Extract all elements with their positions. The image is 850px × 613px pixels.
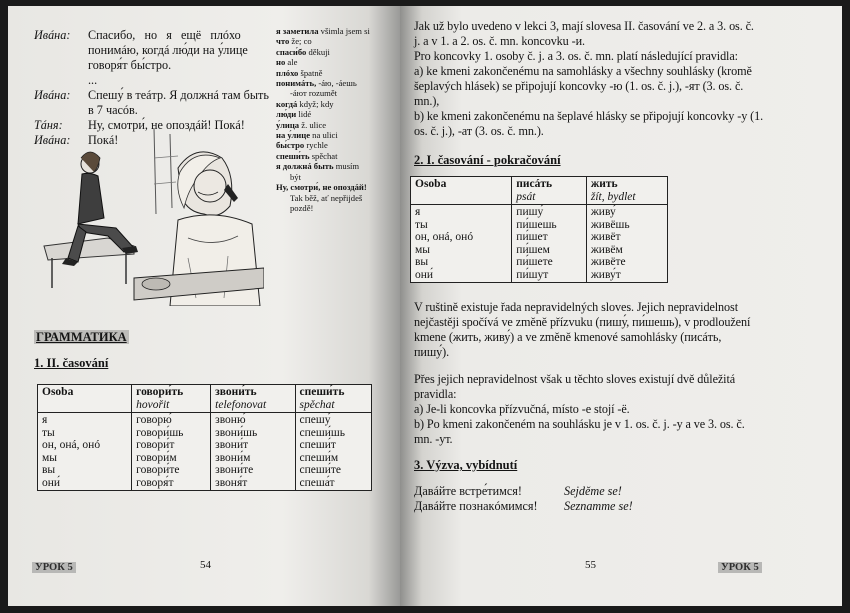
glossary-term: что	[276, 36, 290, 47]
glossary-entry	[276, 47, 400, 57]
lesson-tag: УРОК 5	[32, 562, 76, 573]
conjugated-form: пишу́	[516, 206, 544, 218]
glossary-term: я должнá быть	[276, 161, 334, 172]
section-title: ГРАММАТИКА	[36, 330, 127, 344]
glossary-term: я заметила	[276, 26, 319, 36]
paragraph-line: kmene (жить, живу́) a ve změně kmenové samohlásky (писáть,	[414, 330, 722, 344]
glossary-term: но	[276, 57, 286, 68]
glossary-entry	[276, 182, 400, 192]
speaker-label	[34, 43, 88, 58]
glossary-term: у́лица	[276, 119, 300, 130]
intro-paragraph	[414, 19, 764, 139]
table-body-row	[38, 413, 372, 491]
paragraph-line: V ruštině existuje řada nepravidelných sloves. Jejich nepravidelnost	[414, 300, 738, 314]
conjugated-form: спеши́т	[299, 439, 336, 451]
irregular-verbs-paragraph	[414, 300, 764, 360]
conjugated-form: звони́шь	[215, 426, 258, 439]
glossary-entry	[276, 203, 400, 213]
table-header-cell	[586, 177, 667, 205]
dialogue-text: в 7 часóв.	[88, 103, 138, 117]
conjugated-form: живёт	[590, 231, 621, 243]
glossary-entry	[276, 88, 400, 98]
phrase-russian: Давáйте встре́тимся!	[414, 484, 522, 498]
speaker-label: Ивáна:	[34, 133, 71, 147]
glossary-definition: pozdě!	[290, 202, 314, 213]
glossary-definition: Tak běž, ať nepřijdeš	[290, 192, 363, 203]
intro-line: mn.),	[414, 94, 440, 108]
conjugated-form: пи́шут	[516, 268, 549, 281]
dialogue-line	[34, 73, 262, 88]
table-header-cell	[38, 385, 132, 413]
table-header-cell	[411, 177, 512, 205]
glossary-entry	[276, 193, 400, 203]
table-header-cell	[512, 177, 587, 205]
lesson-tag: УРОК 5	[718, 562, 762, 573]
paragraph-line: nejčastěji spočívá ve změně přízvuku (пишу́, пи́шешь), v prodloužení	[414, 315, 751, 329]
dialogue-line	[34, 28, 262, 43]
glossary-entry	[276, 26, 400, 36]
dialogue-text: Покá!	[88, 133, 119, 147]
person-cell: ты	[42, 426, 55, 439]
glossary-definition: všimla jsem si	[318, 26, 370, 36]
glossary-term: понимáть,	[276, 78, 317, 89]
rule-line: mn. -ут.	[414, 432, 453, 446]
table-header-row	[38, 385, 372, 413]
dialogue-text: понимáю, когдá лю́ди на у́лице	[88, 43, 248, 57]
conjugated-form: спеши́м	[299, 451, 339, 464]
footer-lesson-tag	[32, 557, 76, 575]
conjugated-form: звони́т	[215, 439, 249, 451]
glossary-definition: rychle	[304, 140, 328, 151]
glossary-entry	[276, 140, 400, 150]
conjugated-form: звоню́	[215, 414, 246, 426]
header-verb: звони́ть	[215, 386, 257, 398]
person-cell: вы	[42, 464, 56, 476]
footer-lesson-tag-right	[718, 557, 762, 575]
glossary-term: плóхо	[276, 67, 299, 78]
glossary-entry	[276, 36, 400, 46]
conjugated-form: говоря́т	[136, 476, 174, 489]
conjugated-form: спеши́те	[299, 464, 342, 476]
subsection-title: 1. II. časování	[34, 356, 109, 370]
person-cell: мы	[42, 451, 58, 464]
person-cell: я	[42, 414, 48, 426]
person-cell: он, онá, онó	[42, 439, 101, 451]
phrases-list	[414, 484, 744, 514]
glossary-entry	[276, 57, 400, 67]
person-cell: они́	[42, 476, 61, 489]
table-header-cell	[211, 385, 295, 413]
table-header-cell	[132, 385, 211, 413]
header-verb: писáть	[516, 178, 553, 190]
conjugated-form: пи́шем	[516, 243, 550, 256]
conjugated-form: говорю́	[136, 414, 172, 426]
glossary-definition: že; co	[289, 36, 312, 47]
glossary-entry	[276, 172, 400, 182]
subsection-title-2: 2. I. časování - pokračování	[414, 153, 561, 167]
rule-line: pravidla:	[414, 387, 457, 401]
conjugated-form: живём	[590, 243, 623, 256]
person-column	[411, 205, 512, 283]
table-header-row	[411, 177, 668, 205]
glossary-definition: děkuji	[306, 46, 330, 57]
speaker-label	[34, 103, 88, 118]
conjugation-table-i	[410, 176, 668, 283]
conjugated-form: пи́шешь	[516, 218, 557, 231]
conjugated-form: спешу́	[299, 414, 331, 426]
page-number-left: 54	[200, 559, 211, 571]
subsection-title-3: 3. Výzva, vybídnutí	[414, 458, 518, 472]
rule-line: a) Je-li koncovka přízvučná, místo -е stojí -ё.	[414, 402, 630, 416]
person-column	[38, 413, 132, 491]
dialogue-line	[34, 43, 262, 58]
intro-line: šeplavých hlásek) se připojují koncovky -ю (1. os. č. j.), -ят (3. os. č.	[414, 79, 744, 93]
conjugated-form: говори́шь	[136, 426, 184, 439]
conjugation-column	[586, 205, 667, 283]
glossary-entry	[276, 161, 400, 171]
header-translation: hovořit	[136, 398, 170, 411]
conjugated-form: живёшь	[590, 218, 630, 231]
intro-line: Jak už bylo uvedeno v lekci 3, mají slovesa II. časování ve 2. a 3. os. č.	[414, 19, 754, 33]
header-verb: жить	[590, 178, 618, 190]
phrase-row	[414, 499, 744, 514]
glossary-definition: být	[290, 171, 301, 182]
phrase-czech: Sejděme se!	[564, 484, 622, 498]
glossary-entry	[276, 99, 400, 109]
conjugated-form: говори́те	[136, 464, 180, 476]
glossary-term: когдá	[276, 98, 298, 109]
glossary-definition: -áют rozumět	[290, 88, 338, 99]
conjugated-form: звони́м	[215, 451, 251, 464]
glossary-term: Ну, смотри́, не опоздáй!	[276, 182, 367, 193]
dialogue-text: говоря́т бы́стро.	[88, 58, 172, 72]
person-cell: ты	[415, 218, 428, 231]
speaker-label	[34, 58, 88, 73]
dialogue-line	[34, 58, 262, 73]
intro-line: Pro koncovky 1. osoby č. j. a 3. os. č. mn. platí následující pravidla:	[414, 49, 738, 63]
dialogue-text: Спешу́ в теáтр. Я должнá там быть	[88, 88, 269, 102]
person-cell: вы	[415, 256, 429, 268]
header-verb: спеши́ть	[299, 386, 345, 398]
glossary-definition: musím	[333, 161, 360, 172]
conjugated-form: живу́	[590, 206, 616, 218]
glossary-definition: když; kdy	[297, 98, 334, 109]
conjugated-form: спеши́шь	[299, 426, 345, 439]
conjugation-column	[132, 413, 211, 491]
page-number-right: 55	[585, 559, 596, 571]
glossary-entry	[276, 68, 400, 78]
conjugated-form: живёте	[590, 256, 626, 268]
glossary-entry	[276, 78, 400, 88]
speaker-label: Тáня:	[34, 118, 63, 132]
speaker-label: Ивáна:	[34, 88, 71, 102]
conjugated-form: пи́шете	[516, 256, 553, 268]
glossary-term: лю́ди	[276, 109, 297, 120]
paragraph-line: пишу́).	[414, 345, 450, 359]
glossary-definition: ale	[285, 57, 298, 68]
intro-line: a) ke kmeni zakončenému na samohlásky a všechny souhlásky (kromě	[414, 64, 752, 78]
glossary-entry	[276, 130, 400, 140]
header-translation: psát	[516, 190, 536, 203]
conjugation-column	[512, 205, 587, 283]
person-cell: я	[415, 206, 421, 218]
conjugated-form: спеша́т	[299, 476, 335, 489]
glossary-term: на у́лице	[276, 130, 311, 141]
glossary-term: спеши́ть	[276, 150, 310, 161]
dialogue-text: Спасибо, но я ещё плóхо	[88, 28, 241, 42]
glossary-term: спаси́бо	[276, 46, 307, 57]
conjugated-form: говори́т	[136, 439, 175, 451]
conjugated-form: говори́м	[136, 451, 177, 464]
glossary-term: бы́стро	[276, 140, 305, 151]
person-cell: он, онá, онó	[415, 231, 474, 243]
intro-line: j. a v 1. a 2. os. č. mn. koncovku -и.	[414, 34, 585, 48]
glossary-definition: ž. ulice	[299, 119, 327, 130]
intro-line: b) ke kmeni zakončenému na šeplavé hlásky se připojují koncovky -у (1.	[414, 109, 764, 123]
conjugation-column	[295, 413, 372, 491]
table-header-cell	[295, 385, 372, 413]
conjugated-form: живу́т	[590, 268, 621, 281]
intro-line: os. č. j.), -ат (3. os. č. mn.).	[414, 124, 544, 138]
left-page	[8, 6, 400, 606]
header-verb: Osoba	[42, 386, 74, 398]
glossary-definition: na ulici	[310, 130, 338, 141]
glossary-definition: spěchat	[309, 150, 338, 161]
phrase-row	[414, 484, 744, 499]
glossary-entry	[276, 120, 400, 130]
glossary-definition: špatně	[298, 67, 323, 78]
person-cell: мы	[415, 243, 431, 256]
header-verb: Osoba	[415, 178, 447, 190]
book-spread	[8, 6, 842, 606]
header-translation: žít, bydlet	[590, 190, 636, 203]
conjugated-form: звоня́т	[215, 476, 248, 489]
rules-paragraph	[414, 372, 764, 447]
conjugation-column	[211, 413, 295, 491]
phrase-czech: Seznamme se!	[564, 499, 633, 513]
glossary-entry	[276, 109, 400, 119]
dialogue-line	[34, 103, 262, 118]
dialogue-text: ...	[88, 73, 98, 87]
rule-line: b) Po kmeni zakončeném na souhlásku je v 1. os. č. j. -у a ve 3. os. č.	[414, 417, 745, 431]
speaker-label	[34, 73, 88, 88]
section-heading-grammar	[34, 328, 129, 346]
rule-line: Přes jejich nepravidelnost však u těchto sloves existují dvě důležitá	[414, 372, 736, 386]
glossary-definition: lidé	[296, 109, 312, 120]
phrase-russian: Давáйте познакóмимся!	[414, 499, 538, 513]
right-page	[400, 6, 842, 606]
header-verb: говори́ть	[136, 386, 184, 398]
conjugated-form: пи́шет	[516, 231, 548, 243]
illustration-girls-phone	[38, 128, 264, 306]
header-translation: spěchat	[299, 398, 335, 411]
speaker-label: Ивáна:	[34, 28, 71, 42]
dialogue-line	[34, 88, 269, 103]
header-translation: telefonovat	[215, 398, 267, 411]
glossary-entry	[276, 151, 400, 161]
table-body-row	[411, 205, 668, 283]
conjugation-table-ii	[37, 384, 372, 491]
conjugated-form: звони́те	[215, 464, 254, 476]
person-cell: они́	[415, 268, 434, 281]
vocabulary-glossary	[276, 26, 400, 213]
dialogue-text: Ну, смотри́, не опоздáй! Покá!	[88, 118, 245, 132]
glossary-definition: -áю, -áешь	[316, 78, 357, 89]
